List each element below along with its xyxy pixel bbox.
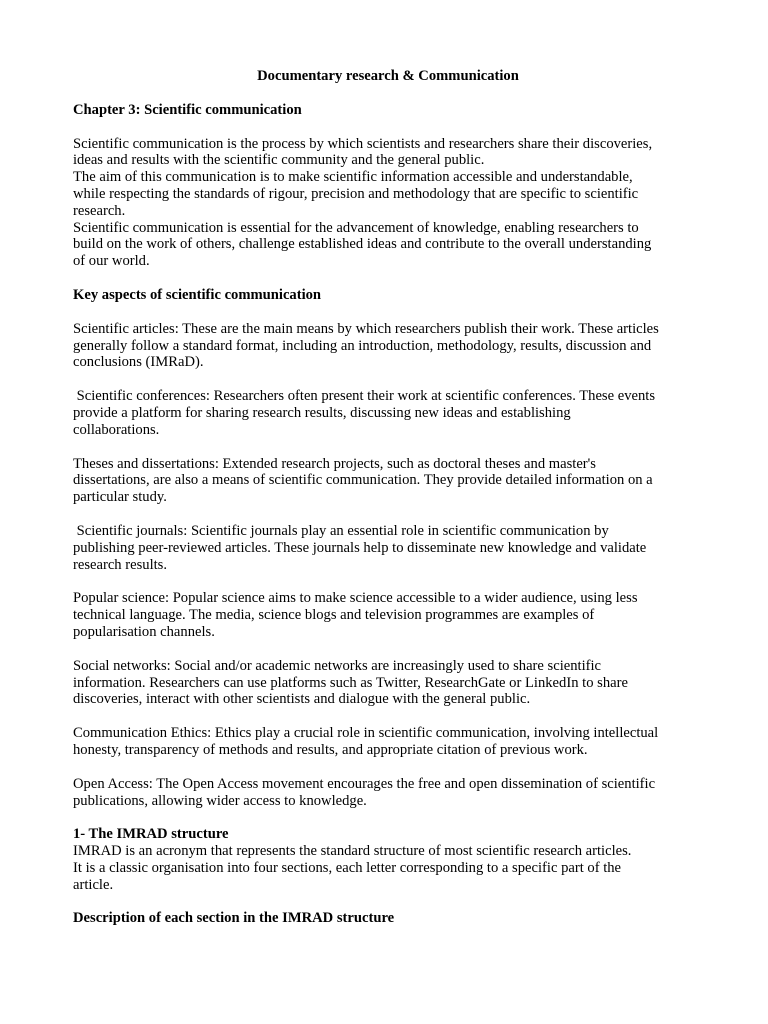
text-line: collaborations.	[73, 421, 160, 438]
text-line: The aim of this communication is to make scientific information accessible and understandable,	[73, 169, 633, 186]
text-line: Theses and dissertations: Extended research projects, such as doctoral theses and master's	[73, 455, 596, 472]
text-line: publishing peer-reviewed articles. These journals help to disseminate new knowledge and validate	[73, 539, 647, 556]
text-line: publications, allowing wider access to knowledge.	[73, 792, 367, 809]
text-line: Communication Ethics: Ethics play a crucial role in scientific communication, involving intellectual	[73, 725, 659, 742]
imrad-heading: 1- The IMRAD structure	[73, 826, 229, 843]
text-line: IMRAD is an acronym that represents the standard structure of most scientific research articles.	[73, 843, 632, 860]
text-line: conclusions (IMRaD).	[73, 354, 204, 371]
document-body	[73, 68, 703, 944]
text-line: research.	[73, 202, 126, 219]
text-line: while respecting the standards of rigour, precision and methodology that are specific to scientific	[73, 185, 639, 202]
aspect-ethics-paragraph	[73, 725, 703, 759]
text-line: technical language. The media, science blogs and television programmes are examples of	[73, 607, 595, 624]
imrad-description-heading: Description of each section in the IMRAD structure	[73, 910, 395, 927]
aspect-theses-paragraph	[73, 456, 703, 506]
aspect-journals-paragraph	[73, 523, 703, 573]
text-line: Social networks: Social and/or academic networks are increasingly used to share scientific	[73, 657, 602, 674]
text-line: discoveries, interact with other scientists and dialogue with the general public.	[73, 691, 531, 708]
imrad-paragraph	[73, 843, 703, 893]
text-line: ideas and results with the scientific community and the general public.	[73, 152, 485, 169]
text-line: provide a platform for sharing research results, discussing new ideas and establishing	[73, 404, 571, 421]
text-line: particular study.	[73, 489, 167, 506]
document-title: Documentary research & Communication	[257, 68, 519, 84]
text-line: Popular science: Popular science aims to make science accessible to a wider audience, using less	[73, 590, 638, 607]
text-line: dissertations, are also a means of scientific communication. They provide detailed information on a	[73, 472, 653, 489]
text-line: build on the work of others, challenge established ideas and contribute to the overall understanding	[73, 236, 652, 253]
text-line: Scientific journals: Scientific journals play an essential role in scientific communication by	[73, 522, 609, 539]
aspect-open-access-paragraph	[73, 776, 703, 810]
text-line: Scientific articles: These are the main means by which researchers publish their work. These articles	[73, 320, 659, 337]
text-line: Scientific conferences: Researchers often present their work at scientific conferences. These events	[73, 388, 656, 405]
text-line: of our world.	[73, 253, 150, 270]
text-line: information. Researchers can use platforms such as Twitter, ResearchGate or LinkedIn to share	[73, 674, 628, 691]
text-line: research results.	[73, 556, 168, 573]
text-line: It is a classic organisation into four sections, each letter corresponding to a specific part of the	[73, 859, 622, 876]
text-line: generally follow a standard format, including an introduction, methodology, results, discussion and	[73, 337, 652, 354]
text-line: honesty, transparency of methods and results, and appropriate citation of previous work.	[73, 741, 588, 758]
text-line: popularisation channels.	[73, 623, 215, 640]
aspect-conferences-paragraph	[73, 388, 703, 438]
aspect-social-networks-paragraph	[73, 658, 703, 708]
text-line: article.	[73, 876, 114, 893]
text-line: Scientific communication is the process by which scientists and researchers share their discoveries,	[73, 135, 653, 152]
aspect-articles-paragraph	[73, 321, 703, 371]
text-line: Scientific communication is essential for the advancement of knowledge, enabling researchers to	[73, 219, 639, 236]
text-line: Open Access: The Open Access movement encourages the free and open dissemination of scientific	[73, 775, 656, 792]
intro-paragraph	[73, 136, 703, 270]
key-aspects-heading: Key aspects of scientific communication	[73, 286, 322, 303]
aspect-popular-science-paragraph	[73, 590, 703, 640]
chapter-heading: Chapter 3: Scientific communication	[73, 101, 302, 118]
